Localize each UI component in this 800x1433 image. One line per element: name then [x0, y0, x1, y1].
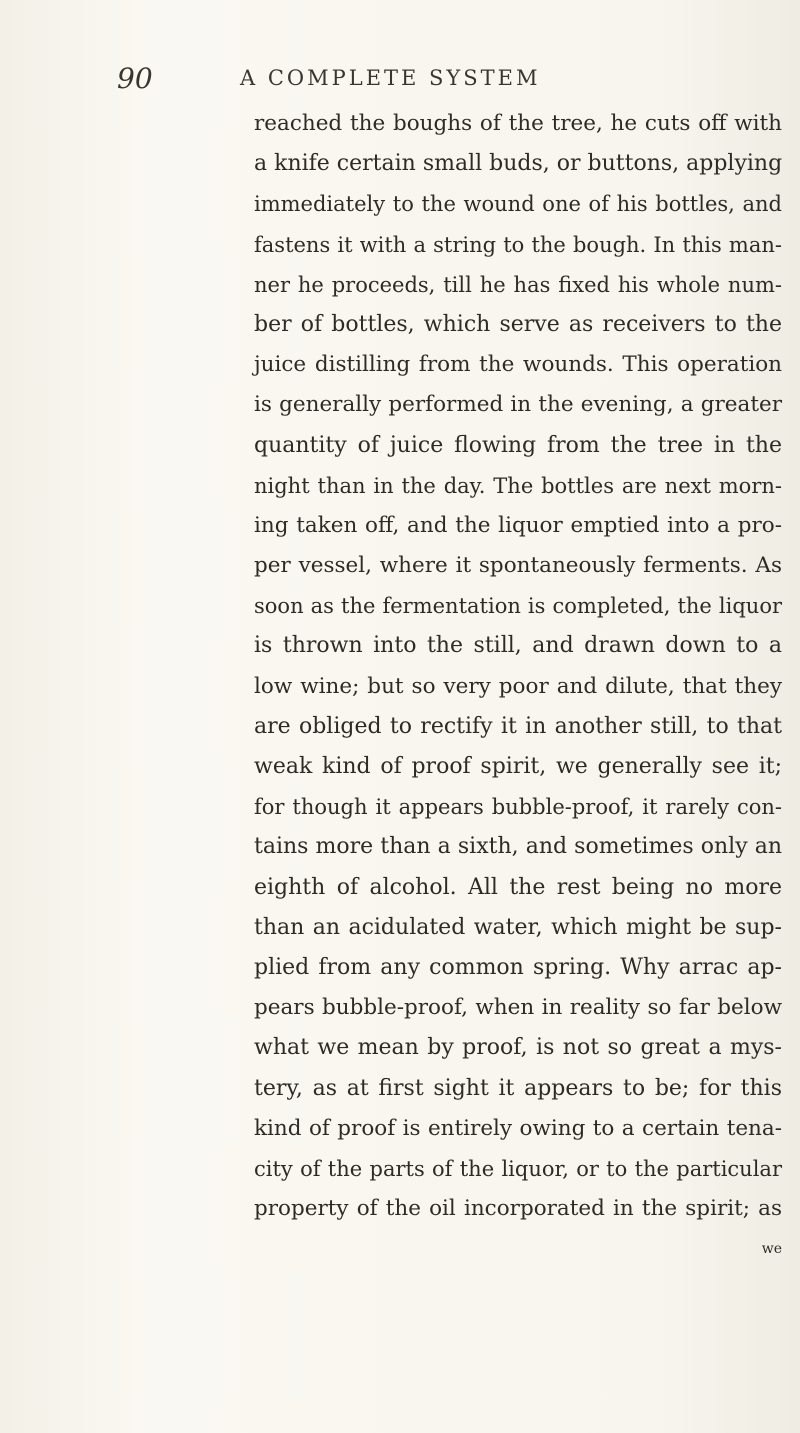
- text-line: plied from any common spring. Why arrac ap-: [254, 954, 782, 980]
- text-line: night than in the day. The bottles are next morn-: [254, 473, 782, 498]
- text-line: what we mean by proof, is not so great a mys-: [254, 1035, 782, 1061]
- text-line: kind of proof is entirely owing to a certain tena-: [254, 1115, 782, 1141]
- text-line: per vessel, where it spontaneously ferments. As: [254, 553, 782, 579]
- text-line: juice distilling from the wounds. This operation: [254, 352, 782, 378]
- text-line: ner he proceeds, till he has fixed his whole num-: [254, 272, 782, 297]
- text-line: weak kind of proof spirit, we generally see it;: [254, 754, 782, 779]
- text-line: tains more than a sixth, and sometimes only an: [254, 834, 782, 860]
- body-text: [254, 104, 782, 1269]
- text-line: fastens it with a string to the bough. In this man-: [254, 232, 782, 257]
- text-line: are obliged to rectify it in another still, to that: [254, 713, 782, 739]
- text-line: ing taken off, and the liquor emptied into a pro-: [254, 512, 782, 538]
- text-line: than an acidulated water, which might be sup-: [254, 914, 782, 940]
- text-line: reached the boughs of the tree, he cuts off with: [254, 111, 782, 136]
- running-head: [0, 62, 800, 98]
- text-line: ber of bottles, which serve as receivers to the: [254, 311, 782, 337]
- page-number: 90: [117, 62, 153, 95]
- text-line: eighth of alcohol. All the rest being no more: [254, 874, 782, 900]
- text-line: soon as the fermentation is completed, the liquor: [254, 594, 782, 619]
- text-line: is thrown into the still, and drawn down to a: [254, 633, 782, 659]
- text-line: for though it appears bubble-proof, it rarely con-: [254, 795, 782, 820]
- text-line: city of the parts of the liquor, or to the particular: [254, 1156, 782, 1181]
- text-line: immediately to the wound one of his bottles, and: [254, 192, 782, 217]
- text-line: pears bubble-proof, when in reality so far below: [254, 995, 782, 1021]
- text-line: tery, as at first sight it appears to be; for this: [254, 1075, 782, 1101]
- text-line: low wine; but so very poor and dilute, that they: [254, 673, 782, 699]
- text-line: quantity of juice flowing from the tree in the: [254, 432, 782, 458]
- text-line: property of the oil incorporated in the spirit; as: [254, 1196, 782, 1222]
- running-head-title: A COMPLETE SYSTEM: [240, 66, 541, 90]
- text-line: is generally performed in the evening, a greater: [254, 392, 782, 418]
- text-line: a knife certain small buds, or buttons, applying: [254, 151, 783, 177]
- catchword: we: [761, 1241, 782, 1258]
